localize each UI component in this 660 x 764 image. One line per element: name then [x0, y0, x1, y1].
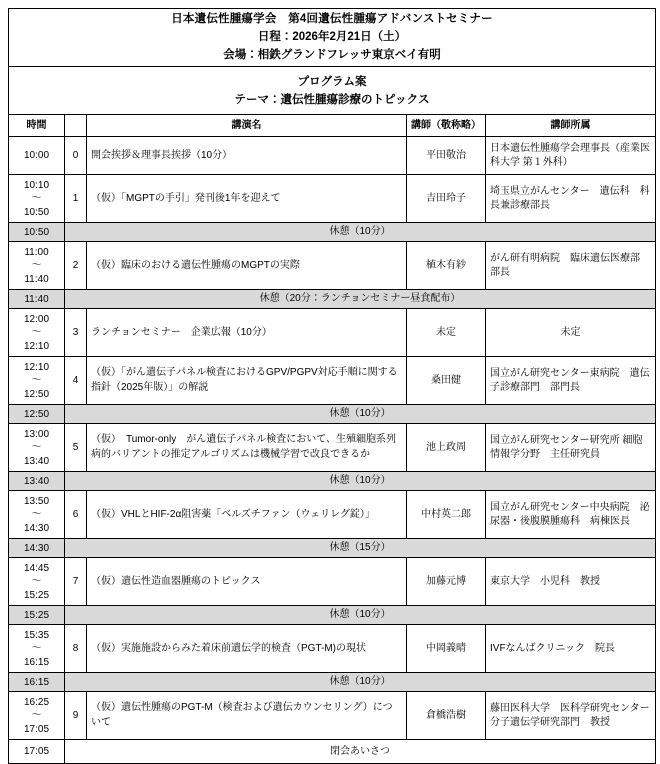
- session-number: 1: [65, 175, 87, 223]
- column-header-time: 時間: [9, 115, 65, 137]
- break-label: 休憩（10分）: [65, 405, 656, 424]
- program-theme: テーマ：遺伝性腫瘍診療のトピックス: [234, 93, 430, 106]
- break-row: [9, 405, 656, 424]
- break-label: 休憩（20分：ランチョンセミナー昼食配布）: [65, 290, 656, 309]
- session-affiliation: 東京大学 小児科 教授: [486, 558, 656, 606]
- session-talk-title: （仮）遺伝性腫瘍のPGT-M（検査および遺伝カウンセリング）について: [87, 692, 407, 740]
- time-line: 13:00: [23, 428, 50, 440]
- table-body: [9, 9, 660, 764]
- session-speaker: 倉橋浩樹: [407, 692, 486, 740]
- break-label: 休憩（10分）: [65, 223, 656, 242]
- break-label: 休憩（10分）: [65, 606, 656, 625]
- session-affiliation: 国立がん研究センター研究所 細胞情報学分野 主任研究員: [486, 424, 656, 472]
- seminar-venue-line: 会場：相鉄グランドフレッサ東京ベイ有明: [223, 48, 441, 61]
- break-row: [9, 290, 656, 309]
- time-line: ～: [31, 327, 42, 339]
- session-row: [9, 625, 656, 673]
- title-banner-row: [9, 9, 656, 67]
- session-number: 6: [65, 491, 87, 539]
- session-row: [9, 491, 656, 539]
- session-talk-title: （仮）遺伝性造血器腫瘍のトピックス: [87, 558, 407, 606]
- row-time: [9, 491, 65, 539]
- time-line: 10:10: [23, 179, 50, 191]
- row-time: [9, 472, 65, 491]
- time-line: 12:10: [23, 361, 50, 373]
- session-talk-title: （仮）VHLとHIF-2α阻害薬「ベルズチファン（ウェリレグ錠）」: [87, 491, 407, 539]
- session-affiliation: 未定: [486, 309, 656, 357]
- row-time: [9, 625, 65, 673]
- break-row: [9, 223, 656, 242]
- column-header-affiliation: 講師所属: [486, 115, 656, 137]
- row-time: [9, 692, 65, 740]
- session-speaker: 桑田健: [407, 357, 486, 405]
- session-speaker: 植木有紗: [407, 242, 486, 290]
- session-row: [9, 558, 656, 606]
- time-line: 12:10: [23, 340, 50, 352]
- session-affiliation: 藤田医科大学 医科学研究センター 分子遺伝学研究部門 教授: [486, 692, 656, 740]
- session-number: 3: [65, 309, 87, 357]
- time-line: ～: [31, 576, 42, 588]
- column-header-speaker: 講師（敬称略）: [407, 115, 486, 137]
- time-line: 11:40: [24, 273, 49, 285]
- column-header-number: [65, 115, 87, 137]
- seminar-title-block: [9, 9, 656, 67]
- row-time: [9, 223, 65, 242]
- session-number: 9: [65, 692, 87, 740]
- row-time: [9, 740, 65, 764]
- row-time: [9, 309, 65, 357]
- session-speaker: 池上政周: [407, 424, 486, 472]
- session-row: [9, 692, 656, 740]
- session-affiliation: IVFなんばクリニック 院長: [486, 625, 656, 673]
- row-time: [9, 424, 65, 472]
- session-affiliation: 日本遺伝性腫瘍学会理事長（産業医科大学 第１外科）: [486, 137, 656, 175]
- program-label: プログラム案: [297, 75, 367, 88]
- time-line: 14:30: [23, 522, 50, 534]
- time-line: 16:25: [23, 696, 50, 708]
- time-line: 15:25: [23, 609, 50, 621]
- column-header-row: [9, 115, 656, 137]
- break-label: 休憩（15分）: [65, 539, 656, 558]
- time-line: 13:40: [23, 455, 50, 467]
- time-line: ～: [31, 442, 42, 454]
- row-time: [9, 539, 65, 558]
- session-speaker: 未定: [407, 309, 486, 357]
- session-talk-title: （仮）「MGPTの手引」発刊後1年を迎えて: [87, 175, 407, 223]
- time-line: 13:50: [23, 495, 50, 507]
- seminar-date-line: 日程：2026年2月21日（土）: [257, 30, 407, 43]
- session-talk-title: ランチョンセミナー 企業広報（10分）: [87, 309, 407, 357]
- break-row: [9, 472, 656, 491]
- session-talk-title: （仮）臨床のおける遺伝性腫瘍のMGPTの実際: [87, 242, 407, 290]
- break-label: 休憩（10分）: [65, 472, 656, 491]
- time-line: ～: [31, 375, 42, 387]
- time-line: 11:00: [24, 246, 49, 258]
- row-time: [9, 558, 65, 606]
- seminar-title-line-1: 日本遺伝性腫瘍学会 第4回遺伝性腫瘍アドバンストセミナー: [171, 13, 493, 25]
- time-line: 12:50: [23, 388, 50, 400]
- time-line: ～: [31, 260, 42, 272]
- time-line: 10:50: [23, 206, 50, 218]
- time-line: ～: [31, 643, 42, 655]
- row-time: [9, 673, 65, 692]
- session-row: [9, 242, 656, 290]
- time-line: 16:15: [23, 656, 50, 668]
- column-header-talk-title: 講演名: [87, 115, 407, 137]
- time-line: 10:50: [23, 226, 50, 238]
- closing-row: [9, 740, 656, 764]
- time-line: ～: [31, 710, 42, 722]
- session-speaker: 平田敬治: [407, 137, 486, 175]
- time-line: 10:00: [23, 150, 50, 162]
- break-label: 休憩（10分）: [65, 673, 656, 692]
- time-line: 14:30: [23, 542, 50, 554]
- session-speaker: 中村英二郎: [407, 491, 486, 539]
- time-line: 12:00: [23, 313, 50, 325]
- time-line: 13:40: [23, 475, 50, 487]
- seminar-program-table: [8, 8, 660, 764]
- program-heading-row: [9, 67, 656, 115]
- session-row: [9, 357, 656, 405]
- break-row: [9, 673, 656, 692]
- session-row: [9, 137, 656, 175]
- session-affiliation: 国立がん研究センター中央病院 泌尿器・後腹膜腫瘍科 病棟医長: [486, 491, 656, 539]
- time-line: 12:50: [23, 408, 50, 420]
- session-number: 2: [65, 242, 87, 290]
- session-speaker: 加藤元博: [407, 558, 486, 606]
- program-heading-block: [9, 67, 656, 115]
- session-row: [9, 309, 656, 357]
- session-speaker: 中岡義晴: [407, 625, 486, 673]
- row-time: [9, 175, 65, 223]
- session-talk-title: 開会挨拶＆理事長挨拶（10分）: [87, 137, 407, 175]
- session-speaker: 吉田玲子: [407, 175, 486, 223]
- time-line: 16:15: [23, 676, 50, 688]
- session-number: 5: [65, 424, 87, 472]
- time-line: 15:35: [23, 629, 50, 641]
- time-line: ～: [31, 193, 42, 205]
- time-line: 17:05: [23, 723, 50, 735]
- time-line: ～: [31, 509, 42, 521]
- row-time: [9, 137, 65, 175]
- session-number: 4: [65, 357, 87, 405]
- session-talk-title: （仮）「がん遺伝子パネル検査におけるGPV/PGPV対応手順に関する指針（2025年版）」の解説: [87, 357, 407, 405]
- closing-remarks-label: 閉会あいさつ: [65, 740, 656, 764]
- row-time: [9, 290, 65, 309]
- time-line: 14:45: [23, 562, 50, 574]
- session-number: 0: [65, 137, 87, 175]
- row-time: [9, 606, 65, 625]
- session-row: [9, 424, 656, 472]
- session-talk-title: （仮） Tumor-only がん遺伝子パネル検査において、生殖細胞系列病的バリアントの推定アルゴリズムは機械学習で改良できるか: [87, 424, 407, 472]
- session-affiliation: がん研有明病院 臨床遺伝医療部 部長: [486, 242, 656, 290]
- session-number: 8: [65, 625, 87, 673]
- time-line: 11:40: [24, 293, 49, 305]
- time-line: 15:25: [23, 589, 50, 601]
- break-row: [9, 606, 656, 625]
- session-affiliation: 国立がん研究センター東病院 遺伝子診療部門 部門長: [486, 357, 656, 405]
- time-line: 17:05: [23, 746, 50, 758]
- row-time: [9, 405, 65, 424]
- session-row: [9, 175, 656, 223]
- row-time: [9, 357, 65, 405]
- row-time: [9, 242, 65, 290]
- session-affiliation: 埼玉県立がんセンター 遺伝科 科長兼診療部長: [486, 175, 656, 223]
- session-number: 7: [65, 558, 87, 606]
- break-row: [9, 539, 656, 558]
- session-talk-title: （仮）実施施設からみた着床前遺伝学的検査（PGT-M)の現状: [87, 625, 407, 673]
